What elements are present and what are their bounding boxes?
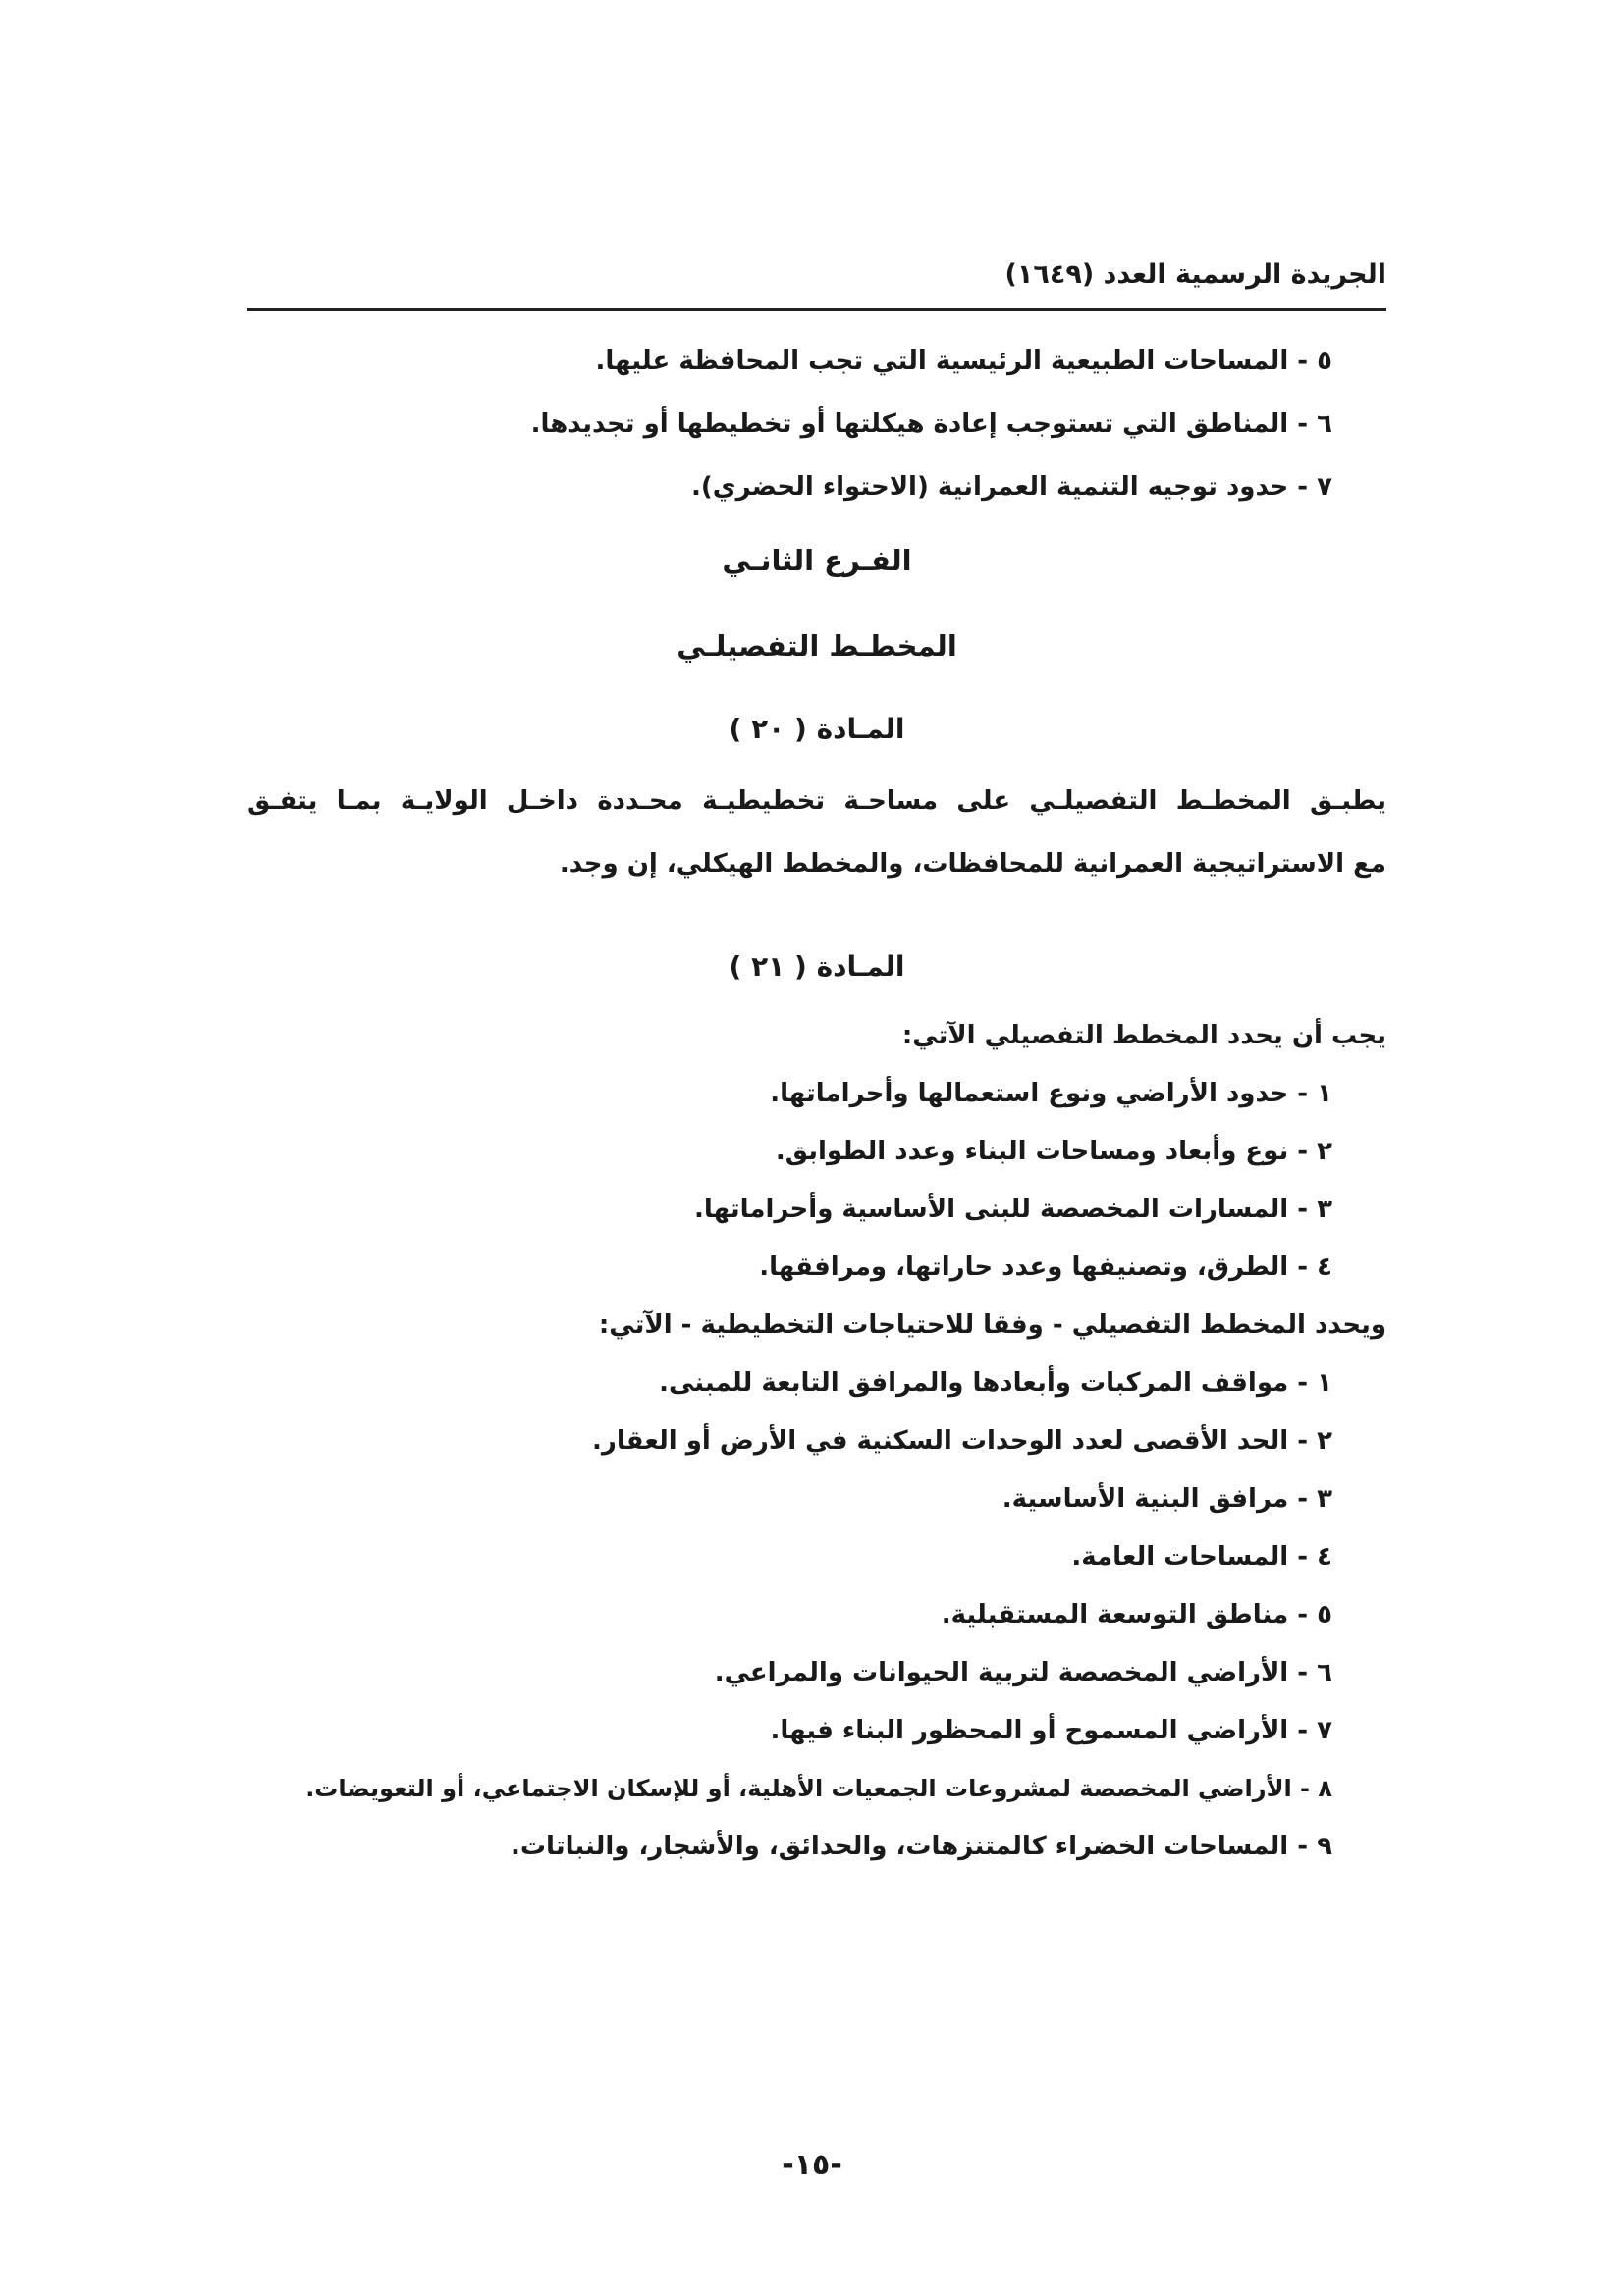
page-number: -١٥- <box>782 2148 842 2182</box>
article-21-intro: يجب أن يحدد المخطط التفصيلي الآتي: <box>901 1021 1386 1050</box>
list-item: ٥ - مناطق التوسعة المستقبلية. <box>941 1600 1332 1629</box>
list-item: ٢ - الحد الأقصى لعدد الوحدات السكنية في الأرض أو العقار. <box>592 1426 1332 1456</box>
list-item: ٧ - حدود توجيه التنمية العمرانية (الاحتواء الحضري). <box>690 472 1332 502</box>
article-20-line-2: مع الاستراتيجية العمرانية للمحافظات، والمخطط الهيكلي، إن وجد. <box>559 849 1386 879</box>
list-item: ٨ - الأراضي المخصصة لمشروعات الجمعيات الأهلية، أو للإسكان الاجتماعي، أو التعويضات. <box>305 1775 1332 1802</box>
page-content <box>247 330 1386 1876</box>
list-item: ٦ - المناطق التي تستوجب إعادة هيكلتها أو تخطيطها أو تجديدها. <box>530 409 1332 439</box>
list-item: ٢ - نوع وأبعاد ومساحات البناء وعدد الطوابق. <box>775 1137 1332 1166</box>
gazette-title: الجريدة الرسمية العدد (١٦٤٩) <box>1004 259 1386 290</box>
list-item: ٣ - مرافق البنية الأساسية. <box>1001 1484 1332 1514</box>
article-20-heading: المـادة ( ٢٠ ) <box>729 713 905 745</box>
list-item: ٦ - الأراضي المخصصة لتربية الحيوانات والمراعي. <box>714 1658 1332 1687</box>
article-20-line-1: يطبـق المخطـط التفصيلـي على مساحـة تخطيطيـة محـددة داخـل الولايـة بمـا يتفـق <box>247 786 1386 816</box>
section-subtitle: المخطـط التفصيلـي <box>677 629 957 663</box>
list-item: ٤ - المساحات العامة. <box>1071 1542 1332 1572</box>
article-21-intro-2: ويحدد المخطط التفصيلي - وفقا للاحتياجات التخطيطية - الآتي: <box>598 1310 1386 1340</box>
article-21-heading: المـادة ( ٢١ ) <box>729 950 905 983</box>
list-item: ٤ - الطرق، وتصنيفها وعدد حاراتها، ومرافقها. <box>759 1253 1332 1282</box>
list-item: ٧ - الأراضي المسموح أو المحظور البناء فيها. <box>770 1716 1332 1745</box>
list-item: ٩ - المساحات الخضراء كالمتنزهات، والحدائق، والأشجار، والنباتات. <box>511 1832 1332 1861</box>
page-header <box>247 253 1386 311</box>
section-branch-heading: الفـرع الثانـي <box>722 544 912 577</box>
list-item: ١ - حدود الأراضي ونوع استعمالها وأحراماتها. <box>770 1079 1332 1108</box>
list-item: ٣ - المسارات المخصصة للبنى الأساسية وأحراماتها. <box>694 1195 1332 1224</box>
list-item: ١ - مواقف المركبات وأبعادها والمرافق التابعة للمبنى. <box>659 1368 1332 1398</box>
list-item: ٥ - المساحات الطبيعية الرئيسية التي تجب المحافظة عليها. <box>595 347 1332 376</box>
article-20-body <box>247 770 1386 895</box>
